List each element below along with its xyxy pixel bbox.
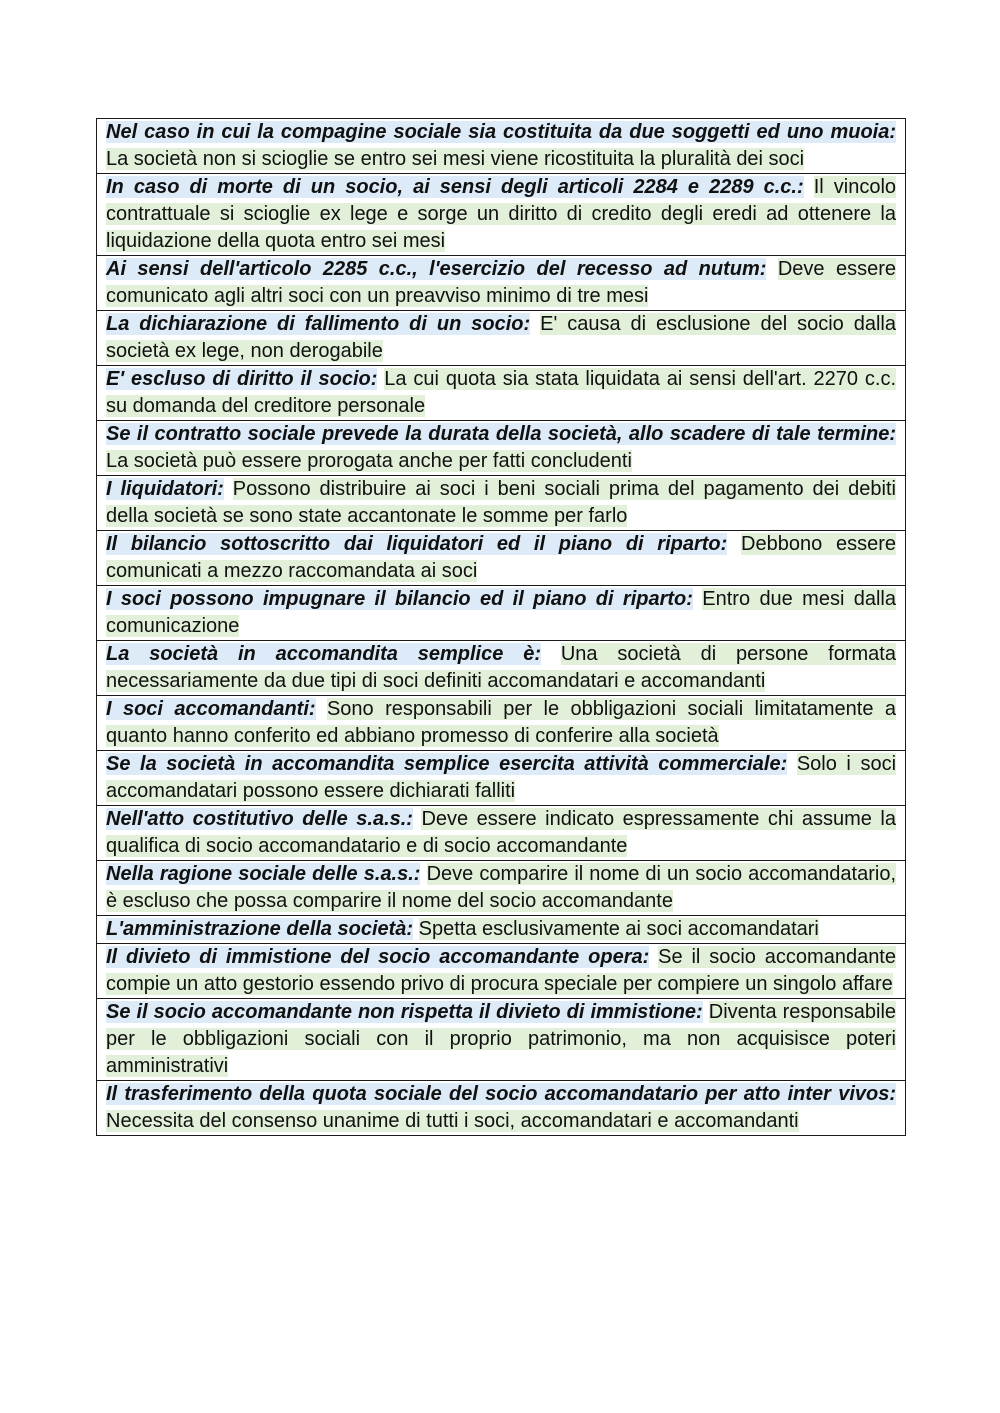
question-text: Il divieto di immistione del socio accomandante opera: [106,946,650,968]
table-row [97,696,906,751]
qa-cell [97,174,906,256]
question-text: I liquidatori: [106,478,224,500]
answer-text: Necessita del consenso unanime di tutti i soci, accomandatari e accomandanti [106,1110,799,1132]
question-text: I soci accomandanti: [106,698,316,720]
answer-text: La società può essere prorogata anche per fatti concludenti [106,450,632,472]
answer-text: Entro due mesi dalla comunicazione [106,588,896,637]
table-row [97,174,906,256]
table-row [97,806,906,861]
question-text: Nel caso in cui la compagine sociale sia costituita da due soggetti ed uno muoia: [106,121,896,143]
qa-cell [97,586,906,641]
answer-text: Deve essere comunicato agli altri soci con un preavviso minimo di tre mesi [106,258,896,307]
question-text: Se la società in accomandita semplice esercita attività commerciale: [106,753,788,775]
answer-text: Una società di persone formata necessariamente da due tipi di soci definiti accomandatari e accomandanti [106,643,896,692]
answer-text: La cui quota sia stata liquidata ai sensi dell'art. 2270 c.c. su domanda del creditore personale [106,368,896,417]
answer-text: Deve essere indicato espressamente chi assume la qualifica di socio accomandatario e di socio accomandante [106,808,896,857]
question-text: Se il contratto sociale prevede la durata della società, allo scadere di tale termine: [106,423,896,445]
table-row [97,641,906,696]
qa-cell [97,311,906,366]
question-text: E' escluso di diritto il socio: [106,368,378,390]
question-text: I soci possono impugnare il bilancio ed il piano di riparto: [106,588,693,610]
table-row [97,944,906,999]
question-text: Nella ragione sociale delle s.a.s.: [106,863,421,885]
question-text: Se il socio accomandante non rispetta il divieto di immistione: [106,1001,703,1023]
qa-cell [97,421,906,476]
question-text: Ai sensi dell'articolo 2285 c.c., l'esercizio del recesso ad nutum: [106,258,767,280]
table-row [97,999,906,1081]
qa-cell [97,916,906,944]
qa-cell [97,119,906,174]
question-text: Nell'atto costitutivo delle s.a.s.: [106,808,413,830]
table-row [97,751,906,806]
qa-table-body [97,119,906,1136]
table-row [97,476,906,531]
qa-cell [97,806,906,861]
qa-cell [97,944,906,999]
answer-text: Sono responsabili per le obbligazioni sociali limitatamente a quanto hanno conferito ed abbiano promesso di conferire alla società [106,698,897,747]
answer-text: Deve comparire il nome di un socio accomandatario, è escluso che possa comparire il nome del socio accomandante [106,863,897,912]
answer-text: Spetta esclusivamente ai soci accomandatari [418,918,819,940]
table-row [97,421,906,476]
table-row [97,916,906,944]
question-text: L'amministrazione della società: [106,918,414,940]
qa-cell [97,696,906,751]
answer-text: Solo i soci accomandatari possono essere dichiarati falliti [106,753,897,802]
table-row [97,366,906,421]
question-text: La società in accomandita semplice è: [106,643,541,665]
table-row [97,119,906,174]
answer-text: Diventa responsabile per le obbligazioni sociali con il proprio patrimonio, ma non acquisisce poteri amministrativi [106,1001,897,1077]
question-text: La dichiarazione di fallimento di un socio: [106,313,531,335]
table-row [97,531,906,586]
qa-cell [97,366,906,421]
qa-cell [97,531,906,586]
document-page [96,118,906,1136]
answer-text: Il vincolo contrattuale si scioglie ex lege e sorge un diritto di credito degli eredi ad ottenere la liquidazione della quota entro sei mesi [106,176,897,252]
table-row [97,256,906,311]
answer-text: E' causa di esclusione del socio dalla società ex lege, non derogabile [106,313,897,362]
question-text: In caso di morte di un socio, ai sensi degli articoli 2284 e 2289 c.c.: [106,176,804,198]
qa-table [96,118,906,1136]
answer-text: Debbono essere comunicati a mezzo raccomandata ai soci [106,533,896,582]
answer-text: Possono distribuire ai soci i beni sociali prima del pagamento dei debiti della società se sono state accantonate le somme per farlo [106,478,896,527]
qa-cell [97,861,906,916]
qa-cell [97,751,906,806]
table-row [97,586,906,641]
table-row [97,861,906,916]
qa-cell [97,999,906,1081]
qa-cell [97,1081,906,1136]
qa-cell [97,641,906,696]
table-row [97,1081,906,1136]
qa-cell [97,476,906,531]
answer-text: La società non si scioglie se entro sei mesi viene ricostituita la pluralità dei soci [106,148,805,170]
table-row [97,311,906,366]
answer-text: Se il socio accomandante compie un atto gestorio essendo privo di procura speciale per compiere un singolo affare [106,946,896,995]
question-text: Il bilancio sottoscritto dai liquidatori ed il piano di riparto: [106,533,728,555]
qa-cell [97,256,906,311]
question-text: Il trasferimento della quota sociale del socio accomandatario per atto inter vivos: [106,1083,896,1105]
